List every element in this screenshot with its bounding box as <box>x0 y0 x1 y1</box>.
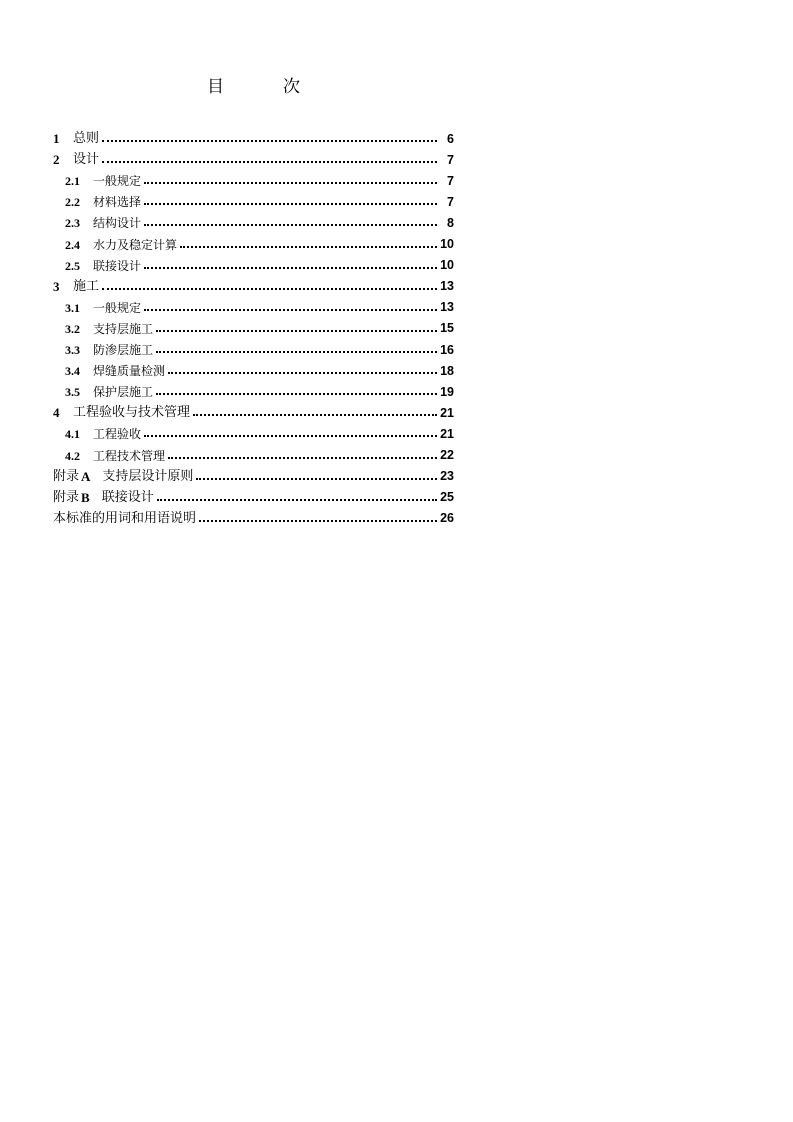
appendix-prefix: 附录 <box>53 489 80 505</box>
toc-entry-number: 3 <box>53 278 60 294</box>
toc-entry-page-number: 10 <box>440 258 454 273</box>
toc-entry-page-number: 6 <box>447 131 454 146</box>
toc-entry[interactable] <box>53 483 454 504</box>
toc-entry[interactable] <box>53 356 454 377</box>
toc-entry-title: 本标准的用词和用语说明 <box>53 510 197 526</box>
toc-entry-number: 3.4 <box>65 364 80 379</box>
appendix-prefix: 附录 <box>53 468 80 484</box>
dot-leader <box>156 351 437 353</box>
toc-entry-page-number: 22 <box>440 448 454 462</box>
dot-leader <box>144 267 437 269</box>
toc-entry-number: 4.1 <box>65 427 80 442</box>
dot-leader <box>168 457 437 459</box>
toc-entry[interactable] <box>53 124 454 145</box>
toc-entry-title: 水力及稳定计算 <box>93 237 178 252</box>
toc-entry-page-number: 16 <box>440 342 454 357</box>
toc-entry-title: 支持层施工 <box>93 321 154 336</box>
toc-entry[interactable] <box>53 251 454 272</box>
toc-entry-page-number: 18 <box>440 363 454 378</box>
toc-entry-title: 联接设计 <box>101 489 154 505</box>
toc-entry-page-number: 10 <box>440 237 454 252</box>
toc-entry-number: 4.2 <box>65 448 80 463</box>
toc-entry[interactable] <box>53 462 454 483</box>
dot-leader <box>156 330 437 332</box>
toc-entry-title: 材料选择 <box>93 195 142 210</box>
dot-leader <box>144 182 437 184</box>
toc-entry-number: 3.2 <box>65 321 80 336</box>
dot-leader <box>157 499 437 501</box>
toc-entry-page-number: 26 <box>440 511 454 526</box>
toc-entry-title: 一般规定 <box>93 174 142 189</box>
toc-entry-title: 总则 <box>73 131 100 147</box>
toc-entry-number: 2.5 <box>65 258 80 273</box>
toc-entry[interactable] <box>53 335 454 356</box>
dot-leader <box>156 393 437 395</box>
toc-entry[interactable] <box>53 187 454 208</box>
toc-entry-title: 结构设计 <box>93 216 142 231</box>
table-of-contents <box>53 124 454 525</box>
title-char-1: 目 <box>207 77 224 97</box>
toc-entry-number: 3.5 <box>65 385 80 400</box>
dot-leader <box>102 161 437 163</box>
appendix-letter: A <box>81 468 91 484</box>
toc-entry-title: 联接设计 <box>93 258 142 273</box>
toc-entry-title: 工程验收 <box>93 427 142 442</box>
toc-entry[interactable] <box>53 293 454 314</box>
toc-entry-page-number: 7 <box>447 152 454 167</box>
toc-entry[interactable] <box>53 314 454 335</box>
toc-entry-title: 一般规定 <box>93 300 142 315</box>
toc-entry-title: 工程验收与技术管理 <box>73 405 191 421</box>
toc-entry-title: 防渗层施工 <box>93 343 154 358</box>
toc-entry-title: 焊缝质量检测 <box>93 364 166 379</box>
dot-leader <box>196 478 437 480</box>
dot-leader <box>102 288 437 290</box>
toc-entry-number: 3.1 <box>65 300 80 315</box>
dot-leader <box>193 414 437 416</box>
dot-leader <box>144 435 437 437</box>
toc-entry-title: 保护层施工 <box>93 385 154 400</box>
toc-entry-page-number: 8 <box>447 215 454 230</box>
dot-leader <box>102 140 437 142</box>
toc-entry-number: 2.2 <box>65 195 80 210</box>
dot-leader <box>168 372 437 374</box>
toc-entry-page-number: 7 <box>447 194 454 209</box>
dot-leader <box>144 203 437 205</box>
toc-entry[interactable] <box>53 440 454 461</box>
dot-leader <box>199 520 437 522</box>
toc-entry[interactable] <box>53 272 454 293</box>
toc-entry-number: 1 <box>53 131 60 147</box>
toc-entry-page-number: 19 <box>440 384 454 399</box>
toc-entry-page-number: 21 <box>440 405 454 420</box>
toc-entry-number: 2 <box>53 152 60 168</box>
toc-entry-page-number: 7 <box>447 173 454 188</box>
toc-entry-number: 2.1 <box>65 174 80 189</box>
dot-leader <box>144 309 437 311</box>
toc-entry-number: 3.3 <box>65 343 80 358</box>
toc-entry-page-number: 13 <box>440 279 454 294</box>
toc-entry-title: 支持层设计原则 <box>102 468 194 484</box>
page-title <box>207 72 300 97</box>
toc-entry[interactable] <box>53 208 454 229</box>
toc-entry-title: 施工 <box>73 278 100 294</box>
toc-entry[interactable] <box>53 504 454 525</box>
toc-entry[interactable] <box>53 166 454 187</box>
title-char-2: 次 <box>283 77 300 97</box>
toc-entry[interactable] <box>53 377 454 398</box>
toc-entry-page-number: 21 <box>440 426 454 441</box>
toc-entry-page-number: 23 <box>440 469 454 484</box>
toc-entry-number: 4 <box>53 405 60 421</box>
appendix-letter: B <box>81 489 90 505</box>
toc-entry[interactable] <box>53 419 454 440</box>
toc-entry[interactable] <box>53 398 454 419</box>
toc-entry-title: 工程技术管理 <box>93 448 166 463</box>
toc-entry-number: 2.4 <box>65 237 80 252</box>
toc-entry[interactable] <box>53 145 454 166</box>
toc-entry-number: 2.3 <box>65 216 80 231</box>
dot-leader <box>144 224 437 226</box>
dot-leader <box>180 246 437 248</box>
toc-entry-page-number: 15 <box>440 321 454 336</box>
toc-entry[interactable] <box>53 229 454 250</box>
toc-entry-page-number: 25 <box>440 490 454 505</box>
toc-entry-page-number: 13 <box>440 300 454 315</box>
toc-entry-title: 设计 <box>73 152 100 168</box>
